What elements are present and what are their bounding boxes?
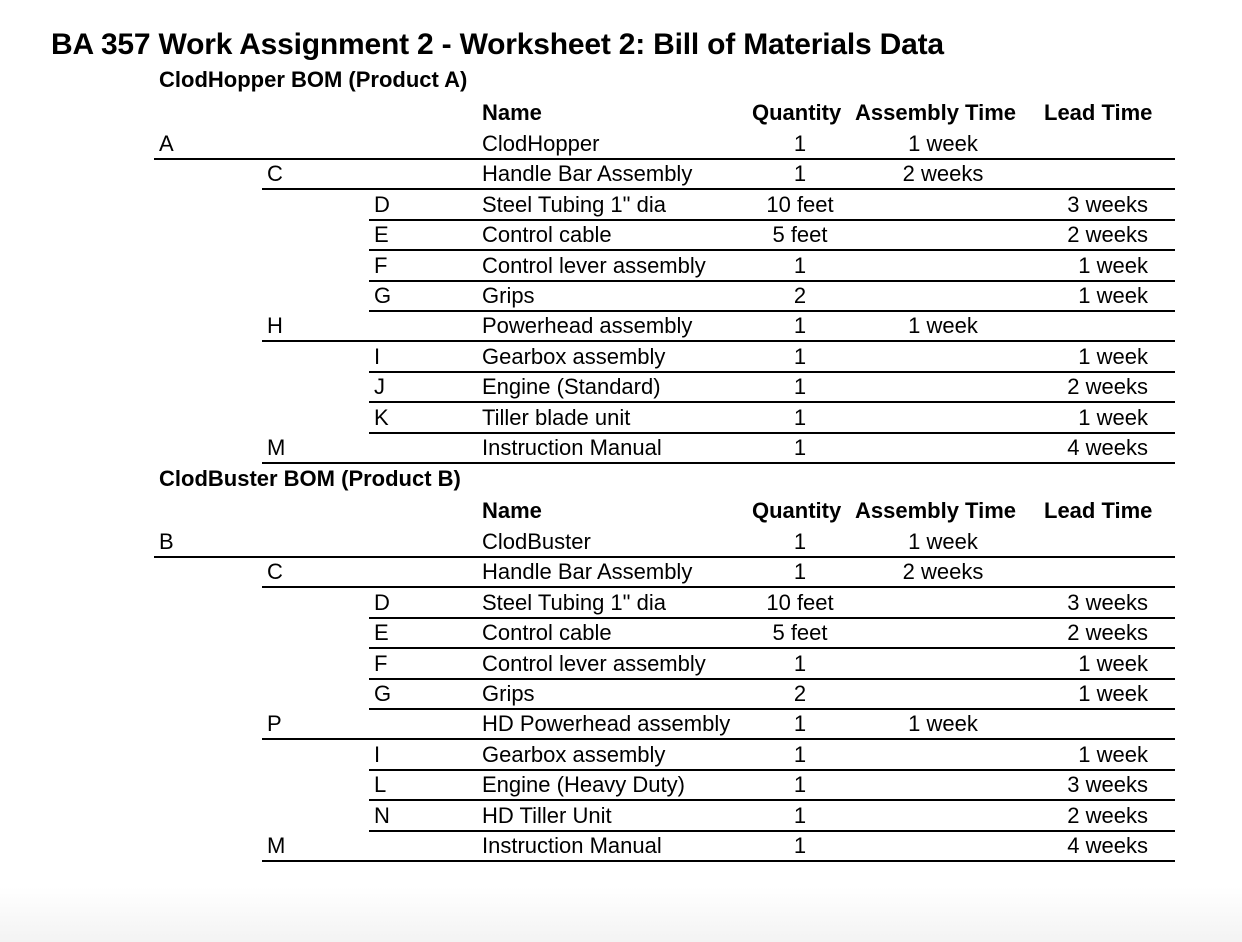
part-code: I xyxy=(374,741,381,767)
part-name: Control lever assembly xyxy=(482,252,706,278)
part-lead-time: 1 week xyxy=(1078,252,1148,278)
bom-row xyxy=(0,619,1242,649)
part-code: K xyxy=(374,404,389,430)
part-name: HD Tiller Unit xyxy=(482,802,612,828)
part-code: L xyxy=(374,772,387,798)
bom-row xyxy=(0,710,1242,740)
part-lead-time: 2 weeks xyxy=(1067,620,1148,646)
bom-row xyxy=(0,832,1242,862)
part-name: Control cable xyxy=(482,620,612,646)
part-code: C xyxy=(267,559,283,585)
part-quantity: 1 xyxy=(793,313,807,339)
part-name: HD Powerhead assembly xyxy=(482,711,731,737)
part-name: Instruction Manual xyxy=(482,833,662,858)
part-assembly-time: 1 week xyxy=(908,529,978,554)
part-name: Handle Bar Assembly xyxy=(482,559,693,585)
bom-row xyxy=(0,221,1242,251)
bom-b-header-name: Name xyxy=(482,498,542,523)
page-title: BA 357 Work Assignment 2 - Worksheet 2: Bill of Materials Data xyxy=(51,28,944,61)
part-assembly-time: 2 weeks xyxy=(902,161,984,187)
part-name: ClodHopper xyxy=(482,131,600,156)
part-code: N xyxy=(374,802,390,828)
part-code: D xyxy=(374,191,390,217)
part-lead-time: 2 weeks xyxy=(1067,374,1148,400)
part-code: E xyxy=(374,620,389,646)
bom-row xyxy=(0,191,1242,221)
part-code: M xyxy=(267,435,286,460)
part-lead-time: 3 weeks xyxy=(1067,772,1148,798)
bom-row xyxy=(0,404,1242,434)
part-code: J xyxy=(374,374,385,400)
bom-b-title: ClodBuster BOM (Product B) xyxy=(159,466,461,491)
part-lead-time: 3 weeks xyxy=(1067,589,1148,615)
part-quantity: 1 xyxy=(793,252,807,278)
part-name: Powerhead assembly xyxy=(482,313,693,339)
bom-row xyxy=(0,160,1242,190)
part-lead-time: 1 week xyxy=(1078,343,1148,369)
part-lead-time: 1 week xyxy=(1078,650,1148,676)
part-quantity: 5 feet xyxy=(772,222,828,248)
row-underline xyxy=(262,860,1175,862)
part-lead-time: 1 week xyxy=(1078,681,1148,706)
part-name: Control cable xyxy=(482,222,612,248)
bom-row xyxy=(0,282,1242,312)
part-name: Gearbox assembly xyxy=(482,343,666,369)
part-assembly-time: 1 week xyxy=(908,711,978,737)
bom-row xyxy=(0,373,1242,403)
bom-b-header-quantity: Quantity xyxy=(752,498,842,523)
part-code: G xyxy=(374,681,392,706)
part-code: F xyxy=(374,650,388,676)
part-name: Steel Tubing 1" dia xyxy=(482,191,666,217)
part-name: Instruction Manual xyxy=(482,435,662,460)
part-code: H xyxy=(267,313,283,339)
part-code: M xyxy=(267,833,286,858)
bom-a-header-quantity: Quantity xyxy=(752,100,842,125)
part-code: I xyxy=(374,343,381,369)
part-name: Gearbox assembly xyxy=(482,741,666,767)
bom-row xyxy=(0,312,1242,342)
bom-row xyxy=(0,252,1242,282)
bom-row xyxy=(0,528,1242,558)
part-code: C xyxy=(267,161,283,187)
part-quantity: 1 xyxy=(793,161,807,187)
part-lead-time: 2 weeks xyxy=(1067,802,1148,828)
part-lead-time: 4 weeks xyxy=(1067,435,1148,460)
part-quantity: 2 xyxy=(793,283,807,308)
part-quantity: 1 xyxy=(793,741,807,767)
part-assembly-time: 1 week xyxy=(908,313,978,339)
part-quantity: 1 xyxy=(793,650,807,676)
part-name: Grips xyxy=(482,283,535,308)
row-underline xyxy=(262,462,1175,464)
bom-row xyxy=(0,130,1242,160)
part-name: ClodBuster xyxy=(482,529,591,554)
bom-row xyxy=(0,343,1242,373)
part-code: B xyxy=(159,529,174,554)
part-lead-time: 1 week xyxy=(1078,741,1148,767)
bom-b-header-lead-time: Lead Time xyxy=(1044,498,1153,523)
part-name: Tiller blade unit xyxy=(482,404,631,430)
part-quantity: 1 xyxy=(793,559,807,585)
part-lead-time: 4 weeks xyxy=(1067,833,1148,858)
bom-row xyxy=(0,558,1242,588)
part-lead-time: 2 weeks xyxy=(1067,222,1148,248)
bom-row xyxy=(0,434,1242,464)
part-code: E xyxy=(374,222,389,248)
part-assembly-time: 2 weeks xyxy=(902,559,984,585)
bom-a-header-lead-time: Lead Time xyxy=(1044,100,1153,125)
part-quantity: 2 xyxy=(793,681,807,706)
part-name: Steel Tubing 1" dia xyxy=(482,589,666,615)
bom-row xyxy=(0,650,1242,680)
bom-b-header-assembly-time: Assembly Time xyxy=(855,498,1017,523)
part-lead-time: 3 weeks xyxy=(1067,191,1148,217)
part-assembly-time: 1 week xyxy=(908,131,978,156)
bom-row xyxy=(0,802,1242,832)
part-quantity: 1 xyxy=(793,131,807,156)
part-quantity: 10 feet xyxy=(766,589,834,615)
bom-row xyxy=(0,680,1242,710)
part-name: Grips xyxy=(482,681,535,706)
part-code: P xyxy=(267,711,282,737)
bom-row xyxy=(0,741,1242,771)
part-name: Engine (Standard) xyxy=(482,374,661,400)
part-code: D xyxy=(374,589,390,615)
bom-a-header-name: Name xyxy=(482,100,542,125)
bom-a-title: ClodHopper BOM (Product A) xyxy=(159,67,468,92)
part-quantity: 1 xyxy=(793,833,807,858)
part-name: Handle Bar Assembly xyxy=(482,161,693,187)
part-code: A xyxy=(159,131,174,156)
part-code: F xyxy=(374,252,388,278)
part-name: Control lever assembly xyxy=(482,650,706,676)
part-quantity: 1 xyxy=(793,343,807,369)
part-quantity: 5 feet xyxy=(772,620,828,646)
part-quantity: 1 xyxy=(793,711,807,737)
bom-row xyxy=(0,589,1242,619)
part-quantity: 1 xyxy=(793,374,807,400)
part-quantity: 10 feet xyxy=(766,191,834,217)
part-code: G xyxy=(374,283,392,308)
part-quantity: 1 xyxy=(793,772,807,798)
part-name: Engine (Heavy Duty) xyxy=(482,772,685,798)
bom-a-header-assembly-time: Assembly Time xyxy=(855,100,1017,125)
part-quantity: 1 xyxy=(793,435,807,460)
bom-row xyxy=(0,771,1242,801)
part-lead-time: 1 week xyxy=(1078,404,1148,430)
page-footer-shade xyxy=(0,887,1242,942)
part-lead-time: 1 week xyxy=(1078,283,1148,308)
part-quantity: 1 xyxy=(793,529,807,554)
part-quantity: 1 xyxy=(793,404,807,430)
part-quantity: 1 xyxy=(793,802,807,828)
